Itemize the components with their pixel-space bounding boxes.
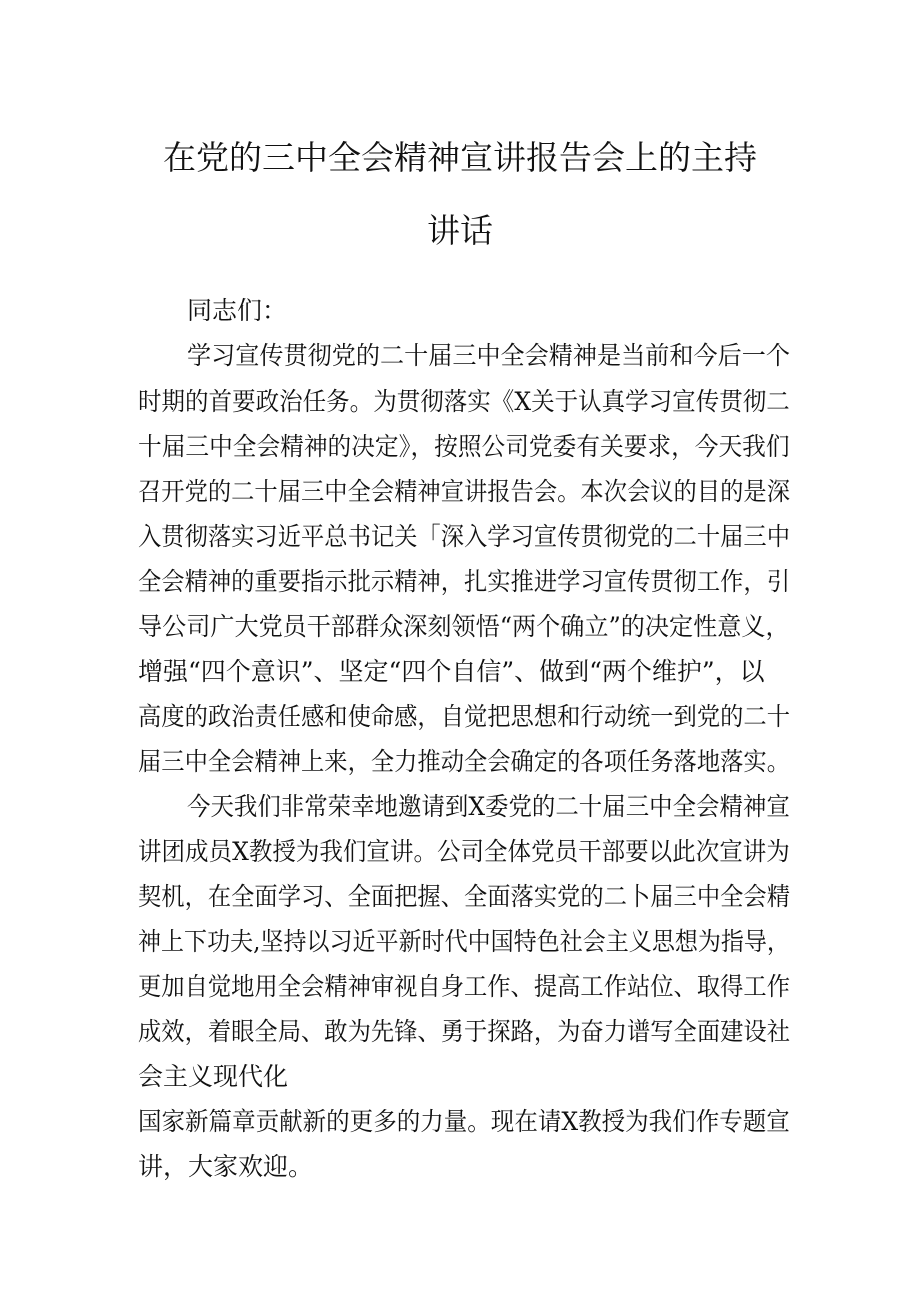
paragraph-2-line: 今天我们非常荣幸地邀请到X委党的二十届三中全会精神宣: [187, 792, 790, 821]
document-title-line-1: 在党的三中全会精神宣讲报告会上的主持: [163, 138, 757, 177]
paragraph-1-line: 导公司广大党员干部群众深刻领悟“两个确立”的决定性意义，: [138, 612, 790, 641]
paragraph-1-line: 学习宣传贯彻党的二十届三中全会精神是当前和今后一个: [187, 341, 791, 370]
paragraph-2-line: 讲团成员X教授为我们宣讲。公司全体党员干部要以此次宣讲为: [138, 837, 790, 866]
paragraph-1-line: 召开党的二十届三中全会精神宣讲报告会。本次会议的目的是深: [138, 477, 790, 506]
paragraph-1-line: 时期的首要政治任务。为贯彻落实《X关于认真学习宣传贯彻二: [138, 387, 790, 416]
paragraph-1-line: 增强“四个意识”、坚定“四个自信”、做到“两个维护”，以: [138, 657, 765, 686]
paragraph-2-line: 契机，在全面学习、全面把握、全面落实党的二卜届三中全会精: [138, 882, 790, 911]
paragraph-2-line: 会主义现代化: [138, 1062, 289, 1091]
paragraph-1-line: 十届三中全会精神的决定》，按照公司党委有关要求，今天我们: [138, 432, 790, 461]
paragraph-2-line: 国家新篇章贡献新的更多的力量。现在请X教授为我们作专题宣: [138, 1107, 790, 1136]
document-title-line-2: 讲话: [427, 211, 493, 250]
paragraph-1-line: 全会精神的重要指示批示精神，扎实推进学习宣传贯彻工作，引: [138, 567, 790, 596]
paragraph-1-line: 高度的政治责任感和使命感，自觉把思想和行动统一到党的二十: [138, 702, 790, 731]
salutation: 同志们：: [187, 296, 288, 325]
paragraph-2-line: 更加自觉地用全会精神审视自身工作、提高工作站位、取得工作: [138, 972, 790, 1001]
paragraph-2-line: 神上下功夫,坚持以习近平新时代中国特色社会主义思想为指导，: [138, 927, 790, 956]
paragraph-2-line: 成效，着眼全局、敢为先锋、勇于探路，为奋力谱写全面建设社: [138, 1017, 790, 1046]
paragraph-2-line: 讲，大家欢迎。: [138, 1152, 314, 1181]
paragraph-1-line: 入贯彻落实习近平总书记关「深入学习宣传贯彻党的二十届三中: [138, 522, 790, 551]
paragraph-1-line: 届三中全会精神上来，全力推动全会确定的各项任务落地落实。: [138, 747, 790, 776]
